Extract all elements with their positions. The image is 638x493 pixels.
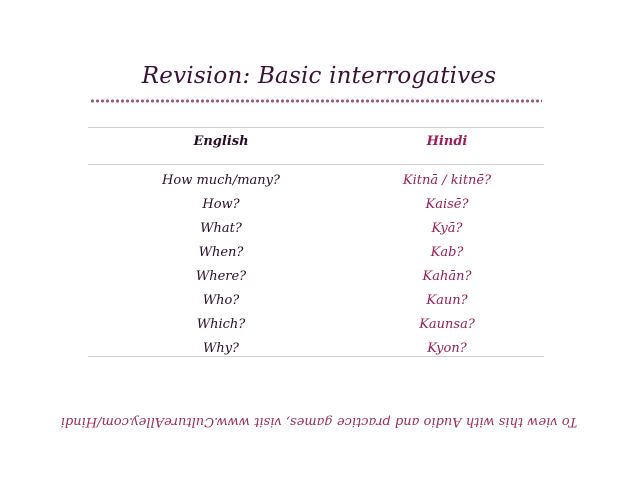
footer-link-text[interactable]: To view this with Audio and practice games, visit www.CultureAlley.com/Hindi	[60, 414, 578, 429]
hindi-cell: Kab?	[430, 245, 464, 260]
table-body	[0, 170, 638, 362]
table-row	[0, 266, 638, 290]
english-cell: What?	[200, 221, 242, 236]
table-top-rule	[88, 127, 544, 128]
table-row	[0, 170, 638, 194]
english-cell: Which?	[196, 317, 246, 332]
table-row	[0, 338, 638, 362]
hindi-cell: Kyon?	[427, 341, 467, 356]
slide-title: Revision: Basic interrogatives	[141, 63, 497, 89]
dotted-divider	[90, 98, 542, 104]
table-row	[0, 218, 638, 242]
table-row	[0, 314, 638, 338]
table-row	[0, 194, 638, 218]
table-row	[0, 242, 638, 266]
header-hindi: Hindi	[426, 134, 468, 149]
english-cell: Where?	[195, 269, 247, 284]
english-cell: When?	[198, 245, 244, 260]
table-bottom-rule	[88, 356, 544, 357]
hindi-cell: Kaun?	[426, 293, 468, 308]
english-cell: Why?	[202, 341, 240, 356]
english-cell: How much/many?	[162, 173, 280, 188]
hindi-cell: Kahān?	[422, 269, 472, 284]
english-cell: Who?	[202, 293, 240, 308]
table-header-rule	[88, 164, 544, 165]
hindi-cell: Kaisē?	[425, 197, 469, 212]
hindi-cell: Kyā?	[431, 221, 463, 236]
table-row	[0, 290, 638, 314]
hindi-cell: Kitnā / kitnē?	[402, 173, 492, 188]
english-cell: How?	[202, 197, 240, 212]
hindi-cell: Kaunsa?	[419, 317, 475, 332]
header-english: English	[193, 134, 249, 149]
